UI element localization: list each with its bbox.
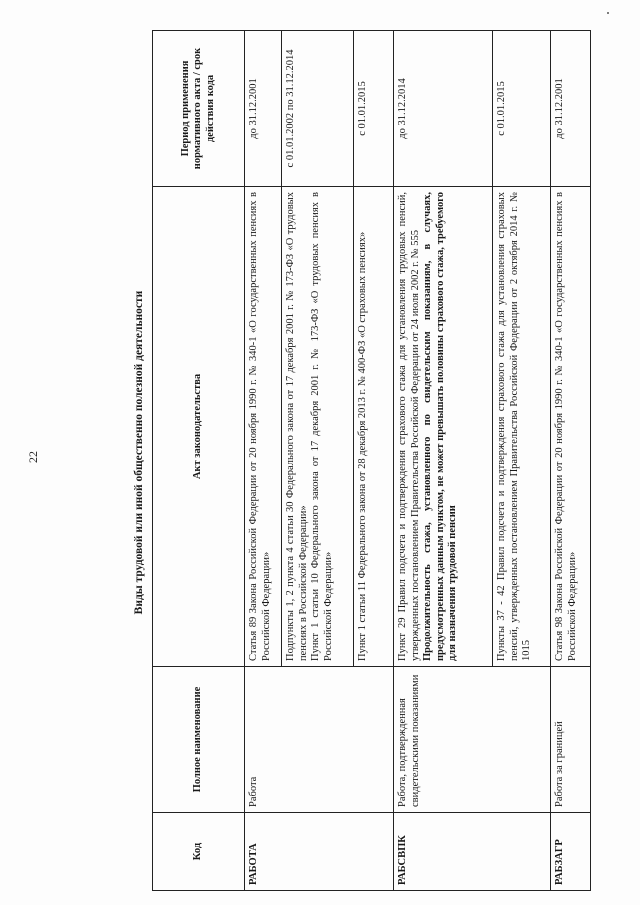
code-cell: РАБЗАГР [551, 813, 591, 891]
period-cell: до 31.12.2001 [245, 31, 282, 187]
table-row [394, 31, 493, 891]
act-cell [354, 187, 394, 667]
act-cell [245, 187, 282, 667]
act-paragraph: Статья 89 Закона Российской Федерации от 20 ноября 1990 г. № 340-1 «О государственных пенсиях в Российской Федерации» [248, 192, 272, 661]
full-name-cell: Работа [245, 667, 394, 813]
act-cell [493, 187, 551, 667]
act-paragraph: Статья 98 Закона Российской Федерации от 20 ноября 1990 г. № 340-1 «О государственных пенсиях в Российской Федерации» [554, 192, 578, 661]
header-full-name: Полное наименование [153, 667, 245, 813]
act-paragraph: Пункты 37 - 42 Правил подсчета и подтверждения страхового стажа для установления страховых пенсий, утвержденных постановлением Правительства Российской Федерации от 2 октября 2014 г. № 1015 [496, 192, 533, 661]
code-cell: РАБСВПК [394, 813, 551, 891]
activity-types-table [152, 30, 591, 891]
full-name-cell: Работа за границей [551, 667, 591, 813]
period-cell: с 01.01.2015 [354, 31, 394, 187]
period-cell: с 01.01.2002 по 31.12.2014 [282, 31, 354, 187]
act-paragraph: Пункт 1 статьи 11 Федерального закона от 28 декабря 2013 г. № 400-ФЗ «О страховых пенсиях» [357, 231, 368, 661]
page-number: 22 [26, 451, 40, 463]
header-period: Период применения нормативного акта / срок действия кода [153, 31, 245, 187]
act-paragraph: Пункт 1 статьи 10 Федерального закона от 17 декабря 2001 г. № 173-ФЗ «О трудовых пенсиях в Российской Федерации» [310, 192, 334, 661]
header-code: Код [153, 813, 245, 891]
code-cell: РАБОТА [245, 813, 394, 891]
act-cell [394, 187, 493, 667]
table-row [245, 31, 282, 891]
act-cell [282, 187, 354, 667]
period-cell: до 31.12.2001 [551, 31, 591, 187]
period-cell: с 01.01.2015 [493, 31, 551, 187]
table-header-row [153, 31, 245, 891]
document-title: Виды трудовой или иной общественно полезной деятельности [133, 290, 145, 615]
table-row [551, 31, 591, 891]
act-paragraph: Пункт 29 Правил подсчета и подтверждения страхового стажа для установления трудовых пенсий, утвержденных постановлением Правительства Российской Федерации от 24 июля 2002 г. № 555 [397, 192, 421, 661]
act-paragraph: Подпункты 1, 2 пункта 4 статьи 30 Федерального закона от 17 декабря 2001 г. № 173-ФЗ «О трудовых пенсиях в Российской Федерации» [285, 192, 309, 661]
header-act: Акт законодательства [153, 187, 245, 667]
act-note-bold: Продолжительность стажа, установленного по свидетельским показаниям, в случаях, предусмотренных данным пунктом, не может превышать половины страхового стажа, требуемого для назначения трудовой пенсии [422, 192, 459, 661]
full-name-cell: Работа, подтвержденная свидетельскими показаниями [394, 667, 551, 813]
act-cell [551, 187, 591, 667]
period-cell: до 31.12.2014 [394, 31, 493, 187]
